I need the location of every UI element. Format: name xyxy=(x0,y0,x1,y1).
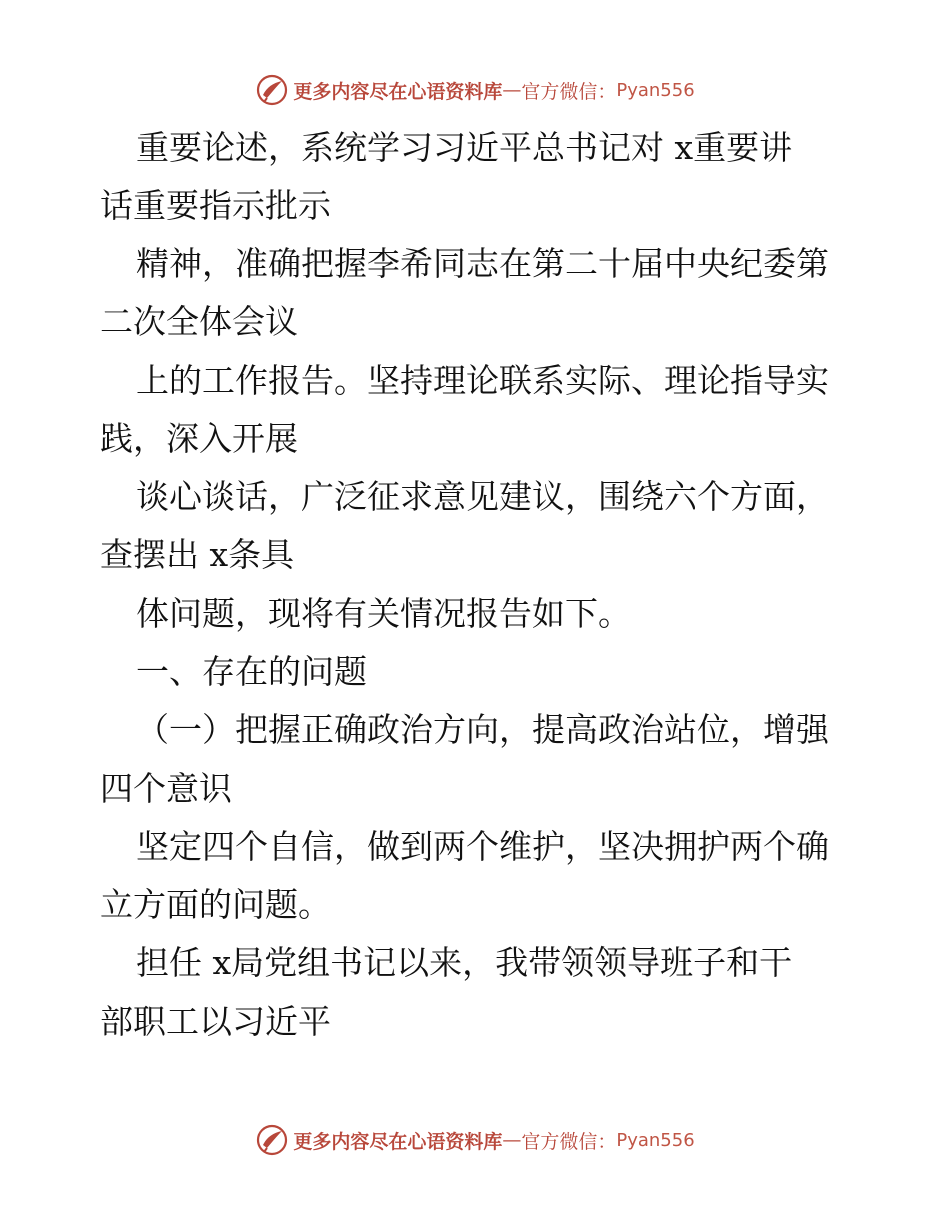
watermark-sub-text: 官方微信： xyxy=(521,80,617,103)
body-line: 体问题，现将有关情况报告如下。 xyxy=(136,594,631,633)
watermark-id-text: Pyan556 xyxy=(616,79,695,101)
watermark-id-text: Pyan556 xyxy=(616,1129,695,1151)
body-line: 立方面的问题。 xyxy=(100,885,331,924)
body-line: 部职工以习近平 xyxy=(100,1002,331,1041)
body-line: 精神，准确把握李希同志在第二十届中央纪委第 xyxy=(136,244,829,283)
body-line: 重要论述，系统学习习近平总书记对 x重要讲 xyxy=(136,128,793,167)
body-line: 二次全体会议 xyxy=(100,302,298,341)
body-line: 践，深入开展 xyxy=(100,419,298,458)
section-heading: 一、存在的问题 xyxy=(136,652,367,691)
body-line: 谈心谈话，广泛征求意见建议，围绕六个方面， xyxy=(136,477,829,516)
watermark-dash: — xyxy=(502,79,522,101)
watermark-main-text: 更多内容尽在心语资料库 xyxy=(293,1130,503,1153)
body-line: 担任 x局党组书记以来，我带领领导班子和干 xyxy=(136,943,793,982)
body-line: 四个意识 xyxy=(100,769,232,808)
body-line: 上的工作报告。坚持理论联系实际、理论指导实 xyxy=(136,361,829,400)
pen-logo-icon xyxy=(255,1123,289,1157)
body-line: 坚定四个自信，做到两个维护，坚决拥护两个确 xyxy=(136,827,829,866)
header-watermark xyxy=(0,73,950,107)
pen-logo-icon xyxy=(255,73,289,107)
watermark-sub-text: 官方微信： xyxy=(521,1130,617,1153)
subsection-heading: （一）把握正确政治方向，提高政治站位，增强 xyxy=(136,710,829,749)
watermark-main-text: 更多内容尽在心语资料库 xyxy=(293,80,503,103)
watermark-dash: — xyxy=(502,1129,522,1151)
footer-watermark xyxy=(0,1123,950,1157)
body-line: 查摆出 x条具 xyxy=(100,535,295,574)
body-line: 话重要指示批示 xyxy=(100,186,331,225)
